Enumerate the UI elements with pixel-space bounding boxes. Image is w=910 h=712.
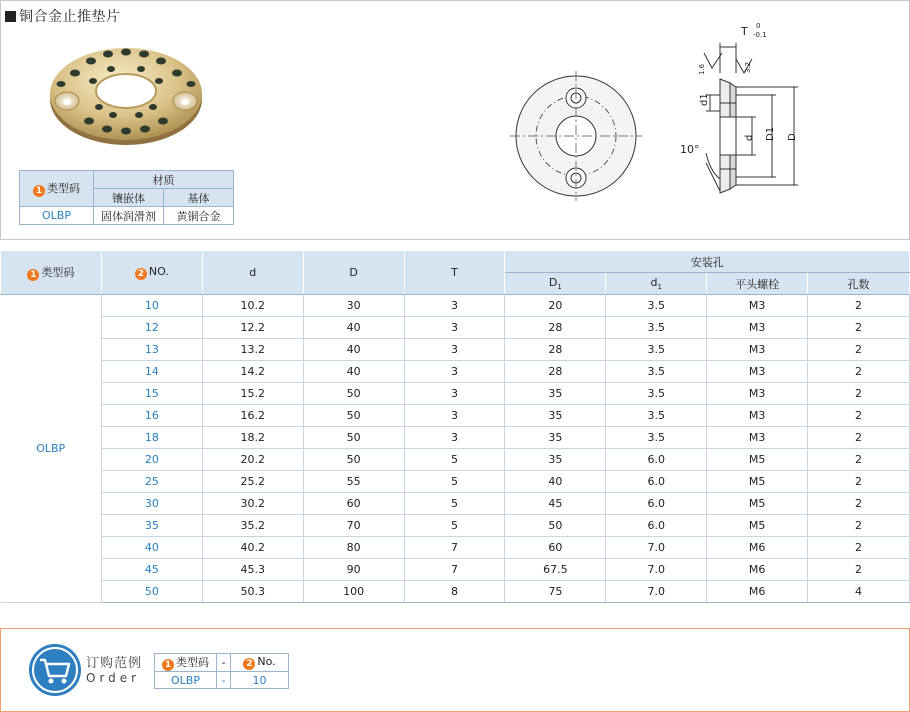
dim-D: D (787, 133, 798, 141)
badge-one: 1 (162, 659, 174, 671)
col-no: 2 NO. (101, 251, 202, 295)
holes-cell: 2 (808, 559, 910, 581)
bolt-cell: M6 (707, 581, 808, 603)
D1-cell: 40 (505, 471, 606, 493)
d1-cell: 7.0 (606, 559, 707, 581)
D-cell: 55 (303, 471, 404, 493)
T-cell: 3 (404, 361, 505, 383)
table-row (1, 427, 910, 449)
holes-cell: 2 (808, 449, 910, 471)
T-cell: 3 (404, 383, 505, 405)
D1-cell: 28 (505, 317, 606, 339)
front-view (510, 71, 642, 201)
holes-cell: 2 (808, 427, 910, 449)
D-cell: 80 (303, 537, 404, 559)
d1-cell: 3.5 (606, 295, 707, 317)
material-table (19, 170, 234, 225)
col-mount-holes: 安装孔 (505, 251, 910, 273)
T-cell: 3 (404, 427, 505, 449)
type-value-cell: OLBP (1, 295, 102, 603)
no-cell[interactable]: 45 (101, 559, 202, 581)
rough-2: 3.2 (744, 61, 752, 73)
order-dash-value: - (217, 672, 231, 689)
badge-two: 2 (243, 658, 255, 670)
bolt-cell: M3 (707, 427, 808, 449)
order-subtitle: Order (86, 671, 141, 685)
holes-cell: 2 (808, 317, 910, 339)
no-cell[interactable]: 40 (101, 537, 202, 559)
d-cell: 12.2 (202, 317, 303, 339)
bolt-cell: M5 (707, 471, 808, 493)
D-cell: 70 (303, 515, 404, 537)
no-cell[interactable]: 50 (101, 581, 202, 603)
holes-cell: 2 (808, 405, 910, 427)
holes-cell: 2 (808, 515, 910, 537)
inlay-header: 镶嵌体 (94, 189, 164, 207)
T-cell: 5 (404, 515, 505, 537)
D1-cell: 35 (505, 427, 606, 449)
col-D1: $D_1$ (505, 273, 606, 295)
T-cell: 3 (404, 405, 505, 427)
title-square-icon (5, 11, 16, 22)
order-no-value: 10 (231, 672, 289, 689)
table-row (1, 317, 910, 339)
T-cell: 3 (404, 317, 505, 339)
no-cell[interactable]: 18 (101, 427, 202, 449)
D1-cell: 35 (505, 449, 606, 471)
d-cell: 15.2 (202, 383, 303, 405)
D-cell: 40 (303, 317, 404, 339)
T-cell: 8 (404, 581, 505, 603)
table-row (1, 581, 910, 603)
bolt-cell: M3 (707, 383, 808, 405)
holes-cell: 2 (808, 361, 910, 383)
tol-lower: -0.1 (753, 31, 767, 39)
D-cell: 40 (303, 339, 404, 361)
d-cell: 14.2 (202, 361, 303, 383)
holes-cell: 4 (808, 581, 910, 603)
spec-table (0, 250, 910, 603)
bolt-cell: M6 (707, 559, 808, 581)
D-cell: 30 (303, 295, 404, 317)
d-cell: 13.2 (202, 339, 303, 361)
table-row (1, 383, 910, 405)
table-row (1, 559, 910, 581)
rough-1: 1.6 (698, 63, 706, 75)
table-row (1, 537, 910, 559)
table-row (1, 471, 910, 493)
d1-cell: 3.5 (606, 317, 707, 339)
D-cell: 100 (303, 581, 404, 603)
D1-cell: 45 (505, 493, 606, 515)
bolt-cell: M5 (707, 515, 808, 537)
d-cell: 16.2 (202, 405, 303, 427)
holes-cell: 2 (808, 471, 910, 493)
holes-cell: 2 (808, 295, 910, 317)
col-type-code: 1 类型码 (1, 251, 102, 295)
T-cell: 5 (404, 449, 505, 471)
material-header: 材质 (94, 171, 234, 189)
bolt-cell: M3 (707, 361, 808, 383)
bolt-cell: M5 (707, 449, 808, 471)
no-cell[interactable]: 13 (101, 339, 202, 361)
badge-one: 1 (33, 185, 45, 197)
col-T: T (404, 251, 505, 295)
D-cell: 40 (303, 361, 404, 383)
order-title: 订购范例 (86, 656, 143, 671)
d-cell: 40.2 (202, 537, 303, 559)
type-code-header: 1 类型码 (20, 171, 94, 207)
badge-two: 2 (135, 268, 147, 280)
type-value: OLBP (20, 207, 94, 225)
dim-d1: d1 (699, 93, 710, 106)
order-type-code-header: 1 类型码 (155, 654, 217, 672)
table-row (1, 515, 910, 537)
angle-label: 10° (680, 143, 700, 156)
no-cell[interactable]: 30 (101, 493, 202, 515)
D1-cell: 75 (505, 581, 606, 603)
base-header: 基体 (164, 189, 234, 207)
dim-d: d (744, 134, 755, 141)
bolt-cell: M3 (707, 339, 808, 361)
order-table (154, 653, 289, 689)
technical-drawing (506, 13, 836, 233)
d1-cell: 3.5 (606, 427, 707, 449)
D-cell: 90 (303, 559, 404, 581)
page-title: 铜合金止推垫片 (5, 6, 121, 26)
D1-cell: 35 (505, 405, 606, 427)
holes-cell: 2 (808, 383, 910, 405)
d-cell: 50.3 (202, 581, 303, 603)
d1-cell: 6.0 (606, 449, 707, 471)
product-overview-panel (0, 0, 910, 240)
D-cell: 60 (303, 493, 404, 515)
table-row (1, 449, 910, 471)
badge-one: 1 (27, 269, 39, 281)
D1-cell: 60 (505, 537, 606, 559)
d1-cell: 3.5 (606, 383, 707, 405)
d-cell: 45.3 (202, 559, 303, 581)
table-row (1, 361, 910, 383)
dim-D1: D1 (765, 126, 776, 141)
d1-cell: 6.0 (606, 515, 707, 537)
D1-cell: 50 (505, 515, 606, 537)
no-cell[interactable]: 35 (101, 515, 202, 537)
d1-cell: 3.5 (606, 361, 707, 383)
table-row (1, 339, 910, 361)
T-cell: 5 (404, 493, 505, 515)
tol-upper: 0 (756, 22, 761, 30)
holes-cell: 2 (808, 537, 910, 559)
holes-cell: 2 (808, 339, 910, 361)
no-cell[interactable]: 15 (101, 383, 202, 405)
d1-cell: 6.0 (606, 471, 707, 493)
bolt-cell: M6 (707, 537, 808, 559)
no-cell[interactable]: 14 (101, 361, 202, 383)
T-cell: 3 (404, 339, 505, 361)
col-d: d (202, 251, 303, 295)
no-cell[interactable]: 10 (101, 295, 202, 317)
bolt-cell: M3 (707, 317, 808, 339)
D-cell: 50 (303, 427, 404, 449)
D1-cell: 35 (505, 383, 606, 405)
bolt-cell: M3 (707, 405, 808, 427)
T-cell: 3 (404, 295, 505, 317)
d-cell: 20.2 (202, 449, 303, 471)
no-cell[interactable]: 20 (101, 449, 202, 471)
table-row (1, 295, 910, 317)
d1-cell: 3.5 (606, 405, 707, 427)
d-cell: 35.2 (202, 515, 303, 537)
d1-cell: 3.5 (606, 339, 707, 361)
order-type-value: OLBP (155, 672, 217, 689)
no-cell[interactable]: 16 (101, 405, 202, 427)
d-cell: 18.2 (202, 427, 303, 449)
T-cell: 5 (404, 471, 505, 493)
d-cell: 25.2 (202, 471, 303, 493)
table-row (1, 493, 910, 515)
product-photo (41, 39, 211, 149)
D1-cell: 28 (505, 339, 606, 361)
D-cell: 50 (303, 449, 404, 471)
dim-T: T (741, 25, 748, 38)
d-cell: 10.2 (202, 295, 303, 317)
D-cell: 50 (303, 383, 404, 405)
order-example-panel (0, 628, 910, 712)
col-hole-count: 孔数 (808, 273, 910, 295)
d1-cell: 7.0 (606, 537, 707, 559)
bolt-cell: M3 (707, 295, 808, 317)
d-cell: 30.2 (202, 493, 303, 515)
col-D: D (303, 251, 404, 295)
no-cell[interactable]: 25 (101, 471, 202, 493)
D1-cell: 67.5 (505, 559, 606, 581)
holes-cell: 2 (808, 493, 910, 515)
shopping-cart-icon (28, 643, 82, 697)
D1-cell: 20 (505, 295, 606, 317)
bolt-cell: M5 (707, 493, 808, 515)
col-d1: $d_1$ (606, 273, 707, 295)
D1-cell: 28 (505, 361, 606, 383)
base-value: 黄铜合金 (164, 207, 234, 225)
inlay-value: 固体润滑剂 (94, 207, 164, 225)
d1-cell: 6.0 (606, 493, 707, 515)
d1-cell: 7.0 (606, 581, 707, 603)
T-cell: 7 (404, 537, 505, 559)
order-dash-header: - (217, 654, 231, 672)
col-bolt: 平头螺栓 (707, 273, 808, 295)
no-cell[interactable]: 12 (101, 317, 202, 339)
table-row (1, 405, 910, 427)
D-cell: 50 (303, 405, 404, 427)
T-cell: 7 (404, 559, 505, 581)
order-no-header: 2 No. (231, 654, 289, 672)
